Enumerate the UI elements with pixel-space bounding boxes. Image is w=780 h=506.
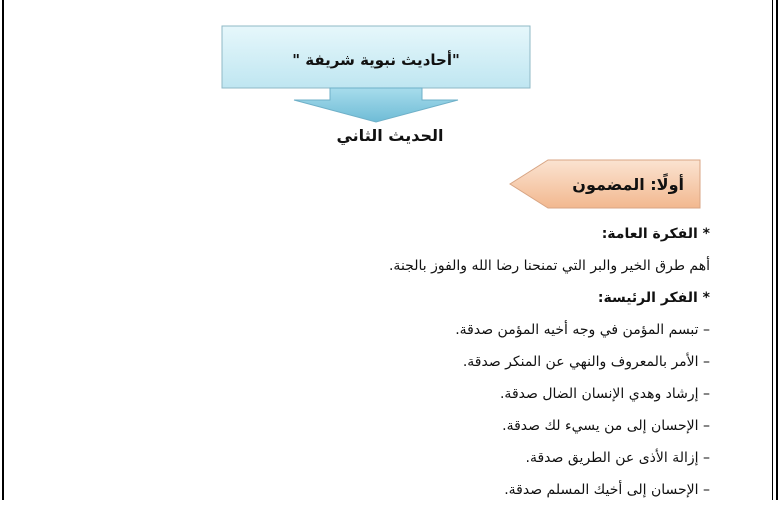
- main-idea-item: – إزالة الأذى عن الطريق صدقة.: [525, 450, 710, 466]
- general-idea-text: أهم طرق الخير والبر التي تمنحنا رضا الله والفوز بالجنة.: [388, 258, 710, 274]
- main-idea-item: – الإحسان إلى أخيك المسلم صدقة.: [504, 482, 710, 498]
- lesson-subtitle: الحديث الثاني: [336, 126, 444, 145]
- document-title: "أحاديث نبوية شريفة ": [292, 51, 460, 69]
- page-border-right-inner: [772, 0, 773, 500]
- main-idea-item: – الإحسان إلى من يسيء لك صدقة.: [502, 418, 710, 434]
- main-idea-item: – إرشاد وهدي الإنسان الضال صدقة.: [499, 386, 710, 402]
- document-body: [190, 218, 710, 506]
- section-heading: أولًا: المضمون: [572, 174, 684, 194]
- main-ideas-heading: * الفكر الرئيسة:: [597, 290, 710, 306]
- general-idea-heading: * الفكرة العامة:: [601, 226, 710, 242]
- main-idea-item: – تبسم المؤمن في وجه أخيه المؤمن صدقة.: [455, 322, 710, 338]
- main-idea-item: – الأمر بالمعروف والنهي عن المنكر صدقة.: [462, 354, 710, 370]
- page-border-left: [2, 0, 4, 500]
- section-callout: [508, 156, 704, 212]
- page-border-right: [776, 0, 778, 500]
